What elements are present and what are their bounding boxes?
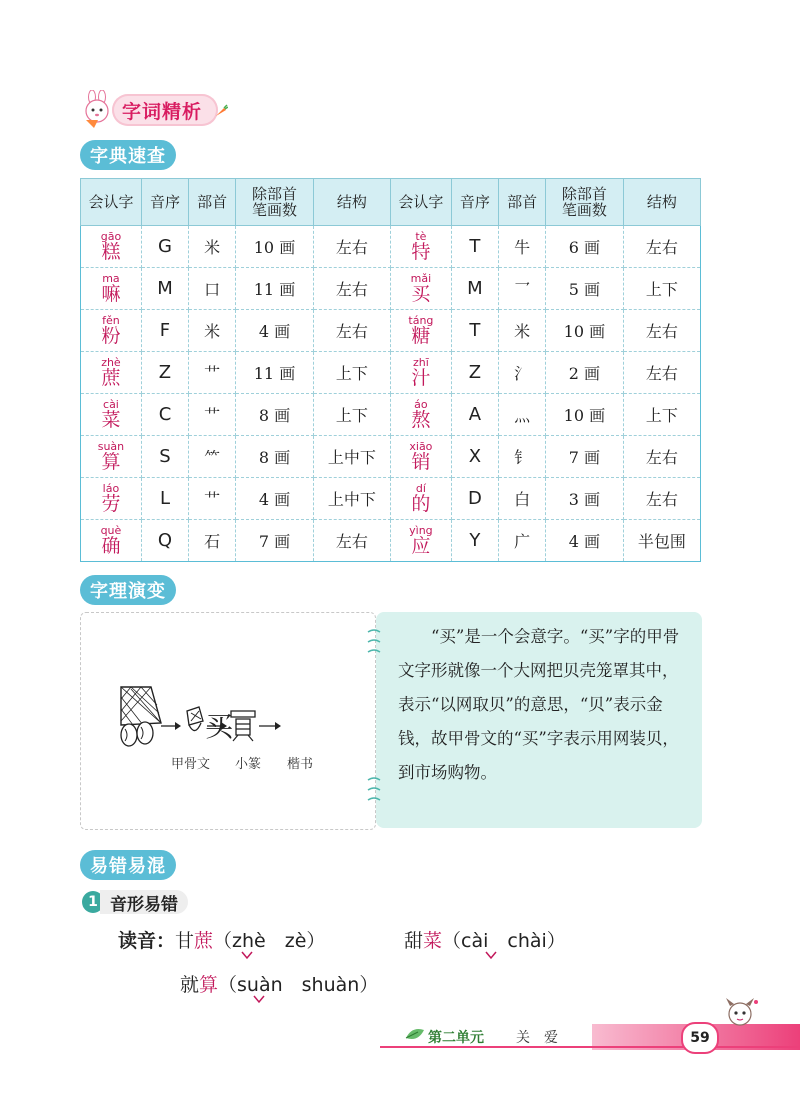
pinyin: dí — [415, 482, 426, 495]
table-cell: 4 画 — [236, 478, 313, 520]
table-cell: Y — [451, 520, 498, 562]
pinyin: suàn — [97, 440, 125, 453]
hanzi: 确 — [101, 535, 121, 557]
table-cell: 11 画 — [236, 268, 313, 310]
table-cell: 7 画 — [236, 520, 313, 562]
tick-mark-icon — [240, 950, 254, 960]
hanzi: 糕 — [101, 241, 121, 263]
table-header: 结构 — [313, 179, 390, 226]
subsection-tag — [82, 888, 188, 916]
table-cell: 左右 — [623, 478, 700, 520]
table-cell: 上下 — [313, 352, 390, 394]
evolution-explanation-panel — [376, 612, 702, 828]
char-cell — [391, 436, 452, 478]
hanzi: 算 — [101, 451, 121, 473]
pinyin: zhè — [101, 356, 121, 369]
table-cell: 口 — [189, 268, 236, 310]
pinyin: cài — [103, 398, 119, 411]
table-cell: Z — [141, 352, 188, 394]
table-cell: 8 画 — [236, 394, 313, 436]
table-cell: 5 画 — [546, 268, 623, 310]
table-cell: 7 画 — [546, 436, 623, 478]
hanzi: 糖 — [411, 325, 431, 347]
kaishu-character: 买 — [205, 710, 234, 743]
table-cell: M — [451, 268, 498, 310]
table-cell: 上下 — [313, 394, 390, 436]
char-cell — [391, 310, 452, 352]
hanzi: 汁 — [411, 367, 431, 389]
table-cell: 4 画 — [236, 310, 313, 352]
pinyin-options: （cài chài） — [442, 930, 566, 952]
pinyin: tè — [415, 230, 427, 243]
table-cell: 左右 — [313, 226, 390, 268]
pinyin: mǎi — [410, 272, 432, 285]
table-cell: 左右 — [313, 520, 390, 562]
table-cell: 石 — [189, 520, 236, 562]
table-cell: 氵 — [498, 352, 545, 394]
table-cell: 上下 — [623, 394, 700, 436]
table-cell: 上下 — [623, 268, 700, 310]
table-cell: A — [451, 394, 498, 436]
table-cell: 广 — [498, 520, 545, 562]
table-cell: 2 画 — [546, 352, 623, 394]
table-header — [236, 179, 313, 226]
char-cell — [81, 226, 142, 268]
hanzi: 销 — [411, 451, 431, 473]
char-cell — [391, 478, 452, 520]
table-cell: T — [451, 226, 498, 268]
table-cell: 10 画 — [236, 226, 313, 268]
table-cell: C — [141, 394, 188, 436]
pinyin-options: （zhè zè） — [213, 930, 326, 952]
pinyin: fěn — [102, 314, 120, 327]
table-row — [81, 226, 701, 268]
hanzi: 应 — [411, 535, 431, 557]
table-cell: F — [141, 310, 188, 352]
table-cell: 6 画 — [546, 226, 623, 268]
subsection-label: 音形易错 — [100, 890, 188, 914]
table-cell: 左右 — [313, 310, 390, 352]
carrot-icon — [214, 103, 228, 117]
oracle-net-icon — [121, 687, 161, 746]
word-prefix: 甜 — [404, 930, 424, 952]
table-cell: 左右 — [623, 436, 700, 478]
table-cell: 钅 — [498, 436, 545, 478]
hanzi: 的 — [411, 493, 431, 515]
table-cell: 白 — [498, 478, 545, 520]
char-cell — [81, 436, 142, 478]
table-row — [81, 520, 701, 562]
pinyin: zhī — [413, 356, 429, 369]
word-key-char: 菜 — [423, 930, 443, 952]
char-cell — [81, 310, 142, 352]
table-cell: 灬 — [498, 394, 545, 436]
section-tag-dict: 字典速查 — [80, 140, 176, 170]
table-cell: 艹 — [189, 478, 236, 520]
leaf-icon — [404, 1026, 426, 1044]
binding-ring-icon — [366, 776, 382, 816]
hanzi: 菜 — [101, 409, 121, 431]
table-header: 音序 — [141, 179, 188, 226]
table-header: 音序 — [451, 179, 498, 226]
seal-form-icon — [231, 711, 255, 741]
bunny-mascot-icon — [78, 90, 118, 130]
caption-oracle: 甲骨文 — [171, 757, 211, 772]
footer-unit: 第二单元 — [428, 1030, 484, 1046]
binding-ring-icon — [366, 628, 382, 668]
table-header: 部首 — [498, 179, 545, 226]
char-cell — [81, 268, 142, 310]
table-cell: 乛 — [498, 268, 545, 310]
table-cell: 8 画 — [236, 436, 313, 478]
table-row — [81, 352, 701, 394]
table-row — [81, 310, 701, 352]
table-cell: 米 — [189, 310, 236, 352]
word-prefix: 就 — [180, 974, 200, 996]
hanzi: 蔗 — [101, 367, 121, 389]
pinyin: yìng — [409, 524, 433, 537]
table-header: 部首 — [189, 179, 236, 226]
hanzi: 熬 — [411, 409, 431, 431]
table-cell: L — [141, 478, 188, 520]
table-cell: 左右 — [313, 268, 390, 310]
page-number: 59 — [681, 1022, 719, 1054]
table-cell: 艹 — [189, 394, 236, 436]
table-cell: 10 画 — [546, 310, 623, 352]
table-cell: 11 画 — [236, 352, 313, 394]
char-cell — [391, 520, 452, 562]
section-header-badge — [78, 92, 228, 128]
table-header-row — [81, 179, 701, 226]
hanzi: 劳 — [101, 493, 121, 515]
table-cell: M — [141, 268, 188, 310]
evolution-figure-panel — [80, 612, 376, 830]
pinyin: ma — [102, 272, 120, 285]
char-cell — [391, 394, 452, 436]
table-cell: Z — [451, 352, 498, 394]
hanzi: 粉 — [101, 325, 121, 347]
char-cell — [391, 226, 452, 268]
table-cell: X — [451, 436, 498, 478]
table-cell: 上中下 — [313, 436, 390, 478]
reading-label: 读音： — [118, 930, 176, 952]
table-row — [81, 436, 701, 478]
char-cell — [81, 352, 142, 394]
table-cell: 左右 — [623, 352, 700, 394]
table-cell: 上中下 — [313, 478, 390, 520]
pinyin: què — [100, 524, 122, 537]
header-text: 除部首 笔画数 — [251, 184, 297, 219]
tick-mark-icon — [484, 950, 498, 960]
table-cell: 4 画 — [546, 520, 623, 562]
table-cell: 米 — [189, 226, 236, 268]
caption-seal: 小篆 — [235, 757, 262, 772]
table-header: 结构 — [623, 179, 700, 226]
table-cell: S — [141, 436, 188, 478]
pinyin: láo — [102, 482, 120, 495]
subsection-number: 1 — [82, 891, 104, 913]
reading-line-2 — [404, 926, 566, 953]
table-cell: 半包围 — [623, 520, 700, 562]
oracle-form-icon — [187, 707, 203, 731]
hanzi: 买 — [411, 283, 431, 305]
table-cell: 左右 — [623, 310, 700, 352]
word-key-char: 算 — [199, 974, 219, 996]
table-header: 会认字 — [391, 179, 452, 226]
hanzi: 特 — [411, 241, 431, 263]
pinyin: gāo — [100, 230, 122, 243]
pinyin: áo — [414, 398, 428, 411]
word-prefix: 甘 — [175, 930, 195, 952]
table-row — [81, 394, 701, 436]
tick-mark-icon — [252, 994, 266, 1004]
table-cell: 牛 — [498, 226, 545, 268]
table-cell: 3 画 — [546, 478, 623, 520]
table-cell: 10 画 — [546, 394, 623, 436]
pinyin: xiāo — [409, 440, 433, 453]
table-header — [546, 179, 623, 226]
header-text: 除部首 笔画数 — [561, 184, 607, 219]
table-cell: G — [141, 226, 188, 268]
section-tag-evolution: 字理演变 — [80, 575, 176, 605]
table-row — [81, 478, 701, 520]
table-cell: D — [451, 478, 498, 520]
reading-line-3 — [180, 970, 378, 997]
char-cell — [391, 268, 452, 310]
word-key-char: 蔗 — [194, 930, 214, 952]
table-row — [81, 268, 701, 310]
table-cell: 米 — [498, 310, 545, 352]
footer-title: 关 爱 — [516, 1030, 558, 1046]
table-cell: 左右 — [623, 226, 700, 268]
header-title: 字词精析 — [112, 94, 218, 126]
pinyin-options: （suàn shuàn） — [218, 974, 379, 996]
char-cell — [81, 520, 142, 562]
caption-kaishu: 楷书 — [287, 757, 314, 772]
char-cell — [81, 394, 142, 436]
table-header: 会认字 — [81, 179, 142, 226]
reading-line-1 — [118, 926, 325, 953]
char-cell — [391, 352, 452, 394]
char-cell — [81, 478, 142, 520]
hanzi: 嘛 — [101, 283, 121, 305]
section-tag-confuse: 易错易混 — [80, 850, 176, 880]
mascot-icon — [716, 996, 762, 1032]
pinyin: táng — [408, 314, 434, 327]
table-cell: ⺮ — [189, 436, 236, 478]
dictionary-table — [80, 178, 701, 562]
table-cell: 艹 — [189, 352, 236, 394]
table-cell: T — [451, 310, 498, 352]
table-cell: Q — [141, 520, 188, 562]
evolution-explanation-text: “买”是一个会意字。“买”字的甲骨文字形就像一个大网把贝壳笼罩其中，表示“以网取贝”的意思，“贝”表示金钱，故甲骨文的“买”字表示用网装贝，到市场购物。 — [398, 627, 680, 782]
